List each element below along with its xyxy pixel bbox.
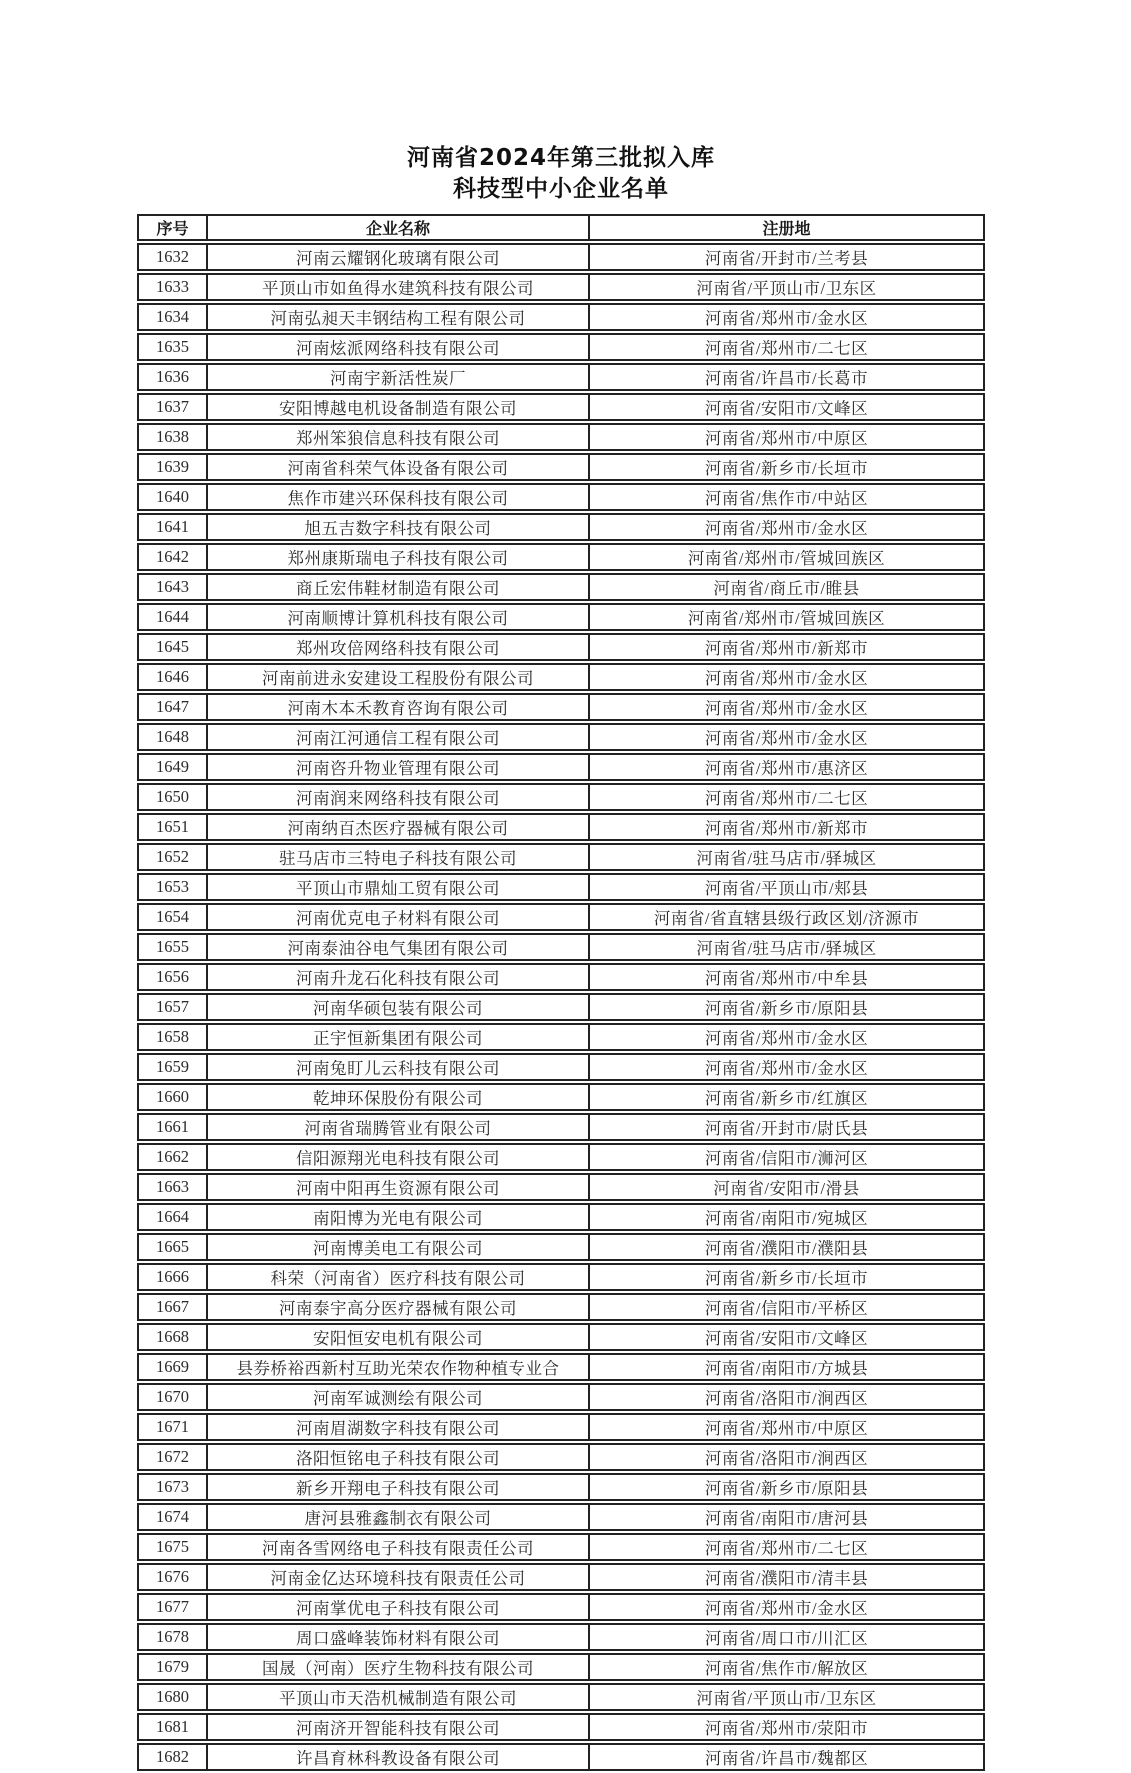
table-row <box>137 1563 985 1591</box>
title-line-2: 科技型中小企业名单 <box>453 176 669 202</box>
row-index-cell: 1679 <box>137 1653 208 1681</box>
company-name-cell: 新乡开翔电子科技有限公司 <box>208 1473 590 1501</box>
row-index-cell: 1675 <box>137 1533 208 1561</box>
column-header-company-name: 企业名称 <box>208 214 590 241</box>
table-row <box>137 993 985 1021</box>
company-name-cell: 河南省瑞腾管业有限公司 <box>208 1113 590 1141</box>
registration-cell: 河南省/郑州市/新郑市 <box>590 813 985 841</box>
row-index-cell: 1642 <box>137 543 208 571</box>
company-name-cell: 河南兔盯儿云科技有限公司 <box>208 1053 590 1081</box>
row-index-cell: 1677 <box>137 1593 208 1621</box>
row-index-cell: 1655 <box>137 933 208 961</box>
table-row <box>137 543 985 571</box>
company-name-cell: 河南掌优电子科技有限公司 <box>208 1593 590 1621</box>
company-name-cell: 唐河县雅鑫制衣有限公司 <box>208 1503 590 1531</box>
table-row <box>137 303 985 331</box>
registration-cell: 河南省/洛阳市/涧西区 <box>590 1383 985 1411</box>
table-row <box>137 663 985 691</box>
table-row <box>137 393 985 421</box>
row-index-cell: 1643 <box>137 573 208 601</box>
document-title <box>137 0 985 205</box>
table-row <box>137 1173 985 1201</box>
registration-cell: 河南省/濮阳市/濮阳县 <box>590 1233 985 1261</box>
registration-cell: 河南省/平顶山市/郏县 <box>590 873 985 901</box>
table-row <box>137 273 985 301</box>
table-row <box>137 1113 985 1141</box>
title-line-1: 河南省2024年第三批拟入库 <box>406 145 715 171</box>
company-name-cell: 商丘宏伟鞋材制造有限公司 <box>208 573 590 601</box>
table-row <box>137 573 985 601</box>
table-row <box>137 1503 985 1531</box>
company-name-cell: 河南炫派网络科技有限公司 <box>208 333 590 361</box>
row-index-cell: 1649 <box>137 753 208 781</box>
registration-cell: 河南省/郑州市/中原区 <box>590 1413 985 1441</box>
registration-cell: 河南省/郑州市/金水区 <box>590 513 985 541</box>
row-index-cell: 1662 <box>137 1143 208 1171</box>
registration-cell: 河南省/南阳市/唐河县 <box>590 1503 985 1531</box>
registration-cell: 河南省/郑州市/惠济区 <box>590 753 985 781</box>
registration-cell: 河南省/许昌市/魏都区 <box>590 1743 985 1771</box>
company-name-cell: 平顶山市鼎灿工贸有限公司 <box>208 873 590 901</box>
registration-cell: 河南省/驻马店市/驿城区 <box>590 933 985 961</box>
row-index-cell: 1653 <box>137 873 208 901</box>
table-row <box>137 423 985 451</box>
registration-cell: 河南省/郑州市/金水区 <box>590 723 985 751</box>
company-name-cell: 县券桥裕西新村互助光荣农作物种植专业合 <box>208 1353 590 1381</box>
table-row <box>137 1293 985 1321</box>
company-name-cell: 河南润来网络科技有限公司 <box>208 783 590 811</box>
row-index-cell: 1668 <box>137 1323 208 1351</box>
registration-cell: 河南省/新乡市/原阳县 <box>590 993 985 1021</box>
registration-cell: 河南省/郑州市/金水区 <box>590 693 985 721</box>
row-index-cell: 1657 <box>137 993 208 1021</box>
table-row <box>137 1443 985 1471</box>
row-index-cell: 1665 <box>137 1233 208 1261</box>
registration-cell: 河南省/南阳市/宛城区 <box>590 1203 985 1231</box>
table-row <box>137 513 985 541</box>
table-row <box>137 1743 985 1771</box>
company-name-cell: 郑州康斯瑞电子科技有限公司 <box>208 543 590 571</box>
registration-cell: 河南省/郑州市/金水区 <box>590 1593 985 1621</box>
table-row <box>137 1233 985 1261</box>
table-header-row <box>137 214 985 241</box>
registration-cell: 河南省/开封市/兰考县 <box>590 243 985 271</box>
registration-cell: 河南省/郑州市/金水区 <box>590 1023 985 1051</box>
row-index-cell: 1669 <box>137 1353 208 1381</box>
table-row <box>137 1353 985 1381</box>
company-name-cell: 旭五吉数字科技有限公司 <box>208 513 590 541</box>
column-header-registration: 注册地 <box>590 214 985 241</box>
registration-cell: 河南省/郑州市/金水区 <box>590 1053 985 1081</box>
table-row <box>137 603 985 631</box>
row-index-cell: 1634 <box>137 303 208 331</box>
table-row <box>137 723 985 751</box>
row-index-cell: 1674 <box>137 1503 208 1531</box>
registration-cell: 河南省/平顶山市/卫东区 <box>590 1683 985 1711</box>
company-name-cell: 河南宇新活性炭厂 <box>208 363 590 391</box>
company-name-cell: 许昌育林科教设备有限公司 <box>208 1743 590 1771</box>
row-index-cell: 1654 <box>137 903 208 931</box>
registration-cell: 河南省/驻马店市/驿城区 <box>590 843 985 871</box>
row-index-cell: 1667 <box>137 1293 208 1321</box>
registration-cell: 河南省/郑州市/二七区 <box>590 783 985 811</box>
table-row <box>137 1533 985 1561</box>
registration-cell: 河南省/信阳市/平桥区 <box>590 1293 985 1321</box>
row-index-cell: 1660 <box>137 1083 208 1111</box>
table-row <box>137 1383 985 1411</box>
table-row <box>137 873 985 901</box>
table-row <box>137 243 985 271</box>
row-index-cell: 1647 <box>137 693 208 721</box>
row-index-cell: 1637 <box>137 393 208 421</box>
company-name-cell: 河南省科荣气体设备有限公司 <box>208 453 590 481</box>
row-index-cell: 1645 <box>137 633 208 661</box>
company-name-cell: 郑州笨狼信息科技有限公司 <box>208 423 590 451</box>
company-name-cell: 安阳博越电机设备制造有限公司 <box>208 393 590 421</box>
row-index-cell: 1640 <box>137 483 208 511</box>
registration-cell: 河南省/新乡市/红旗区 <box>590 1083 985 1111</box>
registration-cell: 河南省/郑州市/中原区 <box>590 423 985 451</box>
table-row <box>137 453 985 481</box>
company-name-cell: 南阳博为光电有限公司 <box>208 1203 590 1231</box>
table-row <box>137 1713 985 1741</box>
company-name-cell: 国晟（河南）医疗生物科技有限公司 <box>208 1653 590 1681</box>
company-name-cell: 河南各雪网络电子科技有限责任公司 <box>208 1533 590 1561</box>
registration-cell: 河南省/信阳市/浉河区 <box>590 1143 985 1171</box>
table-row <box>137 1053 985 1081</box>
registration-cell: 河南省/郑州市/二七区 <box>590 333 985 361</box>
row-index-cell: 1659 <box>137 1053 208 1081</box>
company-name-cell: 驻马店市三特电子科技有限公司 <box>208 843 590 871</box>
row-index-cell: 1680 <box>137 1683 208 1711</box>
row-index-cell: 1676 <box>137 1563 208 1591</box>
column-header-index: 序号 <box>137 214 208 241</box>
registration-cell: 河南省/安阳市/文峰区 <box>590 393 985 421</box>
table-row <box>137 1683 985 1711</box>
registration-cell: 河南省/濮阳市/清丰县 <box>590 1563 985 1591</box>
table-row <box>137 1473 985 1501</box>
company-name-cell: 周口盛峰装饰材料有限公司 <box>208 1623 590 1651</box>
company-name-cell: 平顶山市天浩机械制造有限公司 <box>208 1683 590 1711</box>
registration-cell: 河南省/郑州市/新郑市 <box>590 633 985 661</box>
table-row <box>137 1623 985 1651</box>
row-index-cell: 1646 <box>137 663 208 691</box>
row-index-cell: 1670 <box>137 1383 208 1411</box>
company-name-cell: 洛阳恒铭电子科技有限公司 <box>208 1443 590 1471</box>
table-row <box>137 783 985 811</box>
row-index-cell: 1661 <box>137 1113 208 1141</box>
row-index-cell: 1666 <box>137 1263 208 1291</box>
company-name-cell: 河南弘昶天丰钢结构工程有限公司 <box>208 303 590 331</box>
company-name-cell: 河南眉湖数字科技有限公司 <box>208 1413 590 1441</box>
company-name-cell: 河南博美电工有限公司 <box>208 1233 590 1261</box>
registration-cell: 河南省/焦作市/解放区 <box>590 1653 985 1681</box>
company-name-cell: 河南云耀钢化玻璃有限公司 <box>208 243 590 271</box>
row-index-cell: 1656 <box>137 963 208 991</box>
company-name-cell: 正宇恒新集团有限公司 <box>208 1023 590 1051</box>
table-row <box>137 333 985 361</box>
registration-cell: 河南省/省直辖县级行政区划/济源市 <box>590 903 985 931</box>
company-name-cell: 科荣（河南省）医疗科技有限公司 <box>208 1263 590 1291</box>
registration-cell: 河南省/郑州市/中牟县 <box>590 963 985 991</box>
table-row <box>137 1203 985 1231</box>
registration-cell: 河南省/焦作市/中站区 <box>590 483 985 511</box>
registration-cell: 河南省/郑州市/金水区 <box>590 303 985 331</box>
row-index-cell: 1638 <box>137 423 208 451</box>
table-row <box>137 1593 985 1621</box>
registration-cell: 河南省/新乡市/长垣市 <box>590 1263 985 1291</box>
company-name-cell: 河南济开智能科技有限公司 <box>208 1713 590 1741</box>
row-index-cell: 1648 <box>137 723 208 751</box>
table-row <box>137 933 985 961</box>
registration-cell: 河南省/新乡市/原阳县 <box>590 1473 985 1501</box>
row-index-cell: 1652 <box>137 843 208 871</box>
row-index-cell: 1644 <box>137 603 208 631</box>
company-name-cell: 平顶山市如鱼得水建筑科技有限公司 <box>208 273 590 301</box>
table-row <box>137 1263 985 1291</box>
registration-cell: 河南省/郑州市/荥阳市 <box>590 1713 985 1741</box>
company-name-cell: 郑州攻倍网络科技有限公司 <box>208 633 590 661</box>
company-name-cell: 河南纳百杰医疗器械有限公司 <box>208 813 590 841</box>
company-name-cell: 河南优克电子材料有限公司 <box>208 903 590 931</box>
company-name-cell: 河南木本禾教育咨询有限公司 <box>208 693 590 721</box>
registration-cell: 河南省/周口市/川汇区 <box>590 1623 985 1651</box>
registration-cell: 河南省/郑州市/二七区 <box>590 1533 985 1561</box>
row-index-cell: 1636 <box>137 363 208 391</box>
row-index-cell: 1671 <box>137 1413 208 1441</box>
row-index-cell: 1633 <box>137 273 208 301</box>
row-index-cell: 1681 <box>137 1713 208 1741</box>
registration-cell: 河南省/安阳市/文峰区 <box>590 1323 985 1351</box>
table-row <box>137 693 985 721</box>
company-name-cell: 河南升龙石化科技有限公司 <box>208 963 590 991</box>
company-name-cell: 焦作市建兴环保科技有限公司 <box>208 483 590 511</box>
row-index-cell: 1632 <box>137 243 208 271</box>
table-row <box>137 903 985 931</box>
row-index-cell: 1641 <box>137 513 208 541</box>
company-list-table <box>137 212 985 1773</box>
table-row <box>137 483 985 511</box>
company-name-cell: 安阳恒安电机有限公司 <box>208 1323 590 1351</box>
table-row <box>137 1323 985 1351</box>
row-index-cell: 1678 <box>137 1623 208 1651</box>
row-index-cell: 1664 <box>137 1203 208 1231</box>
company-name-cell: 河南军诚测绘有限公司 <box>208 1383 590 1411</box>
company-name-cell: 乾坤环保股份有限公司 <box>208 1083 590 1111</box>
company-name-cell: 信阳源翔光电科技有限公司 <box>208 1143 590 1171</box>
registration-cell: 河南省/郑州市/金水区 <box>590 663 985 691</box>
table-row <box>137 363 985 391</box>
table-row <box>137 633 985 661</box>
row-index-cell: 1673 <box>137 1473 208 1501</box>
row-index-cell: 1651 <box>137 813 208 841</box>
registration-cell: 河南省/南阳市/方城县 <box>590 1353 985 1381</box>
row-index-cell: 1663 <box>137 1173 208 1201</box>
company-name-cell: 河南咨升物业管理有限公司 <box>208 753 590 781</box>
registration-cell: 河南省/洛阳市/涧西区 <box>590 1443 985 1471</box>
registration-cell: 河南省/许昌市/长葛市 <box>590 363 985 391</box>
table-row <box>137 1083 985 1111</box>
company-name-cell: 河南泰宇高分医疗器械有限公司 <box>208 1293 590 1321</box>
row-index-cell: 1658 <box>137 1023 208 1051</box>
registration-cell: 河南省/开封市/尉氏县 <box>590 1113 985 1141</box>
table-row <box>137 843 985 871</box>
table-row <box>137 963 985 991</box>
company-name-cell: 河南华硕包装有限公司 <box>208 993 590 1021</box>
table-body <box>137 243 985 1771</box>
row-index-cell: 1639 <box>137 453 208 481</box>
company-name-cell: 河南泰油谷电气集团有限公司 <box>208 933 590 961</box>
row-index-cell: 1682 <box>137 1743 208 1771</box>
registration-cell: 河南省/商丘市/睢县 <box>590 573 985 601</box>
table-row <box>137 1023 985 1051</box>
row-index-cell: 1650 <box>137 783 208 811</box>
table-row <box>137 1143 985 1171</box>
company-name-cell: 河南顺博计算机科技有限公司 <box>208 603 590 631</box>
registration-cell: 河南省/平顶山市/卫东区 <box>590 273 985 301</box>
registration-cell: 河南省/安阳市/滑县 <box>590 1173 985 1201</box>
company-name-cell: 河南江河通信工程有限公司 <box>208 723 590 751</box>
company-name-cell: 河南中阳再生资源有限公司 <box>208 1173 590 1201</box>
row-index-cell: 1672 <box>137 1443 208 1471</box>
table-row <box>137 1413 985 1441</box>
table-row <box>137 753 985 781</box>
row-index-cell: 1635 <box>137 333 208 361</box>
registration-cell: 河南省/郑州市/管城回族区 <box>590 603 985 631</box>
table-row <box>137 813 985 841</box>
company-name-cell: 河南前进永安建设工程股份有限公司 <box>208 663 590 691</box>
registration-cell: 河南省/新乡市/长垣市 <box>590 453 985 481</box>
table-row <box>137 1653 985 1681</box>
registration-cell: 河南省/郑州市/管城回族区 <box>590 543 985 571</box>
company-name-cell: 河南金亿达环境科技有限责任公司 <box>208 1563 590 1591</box>
